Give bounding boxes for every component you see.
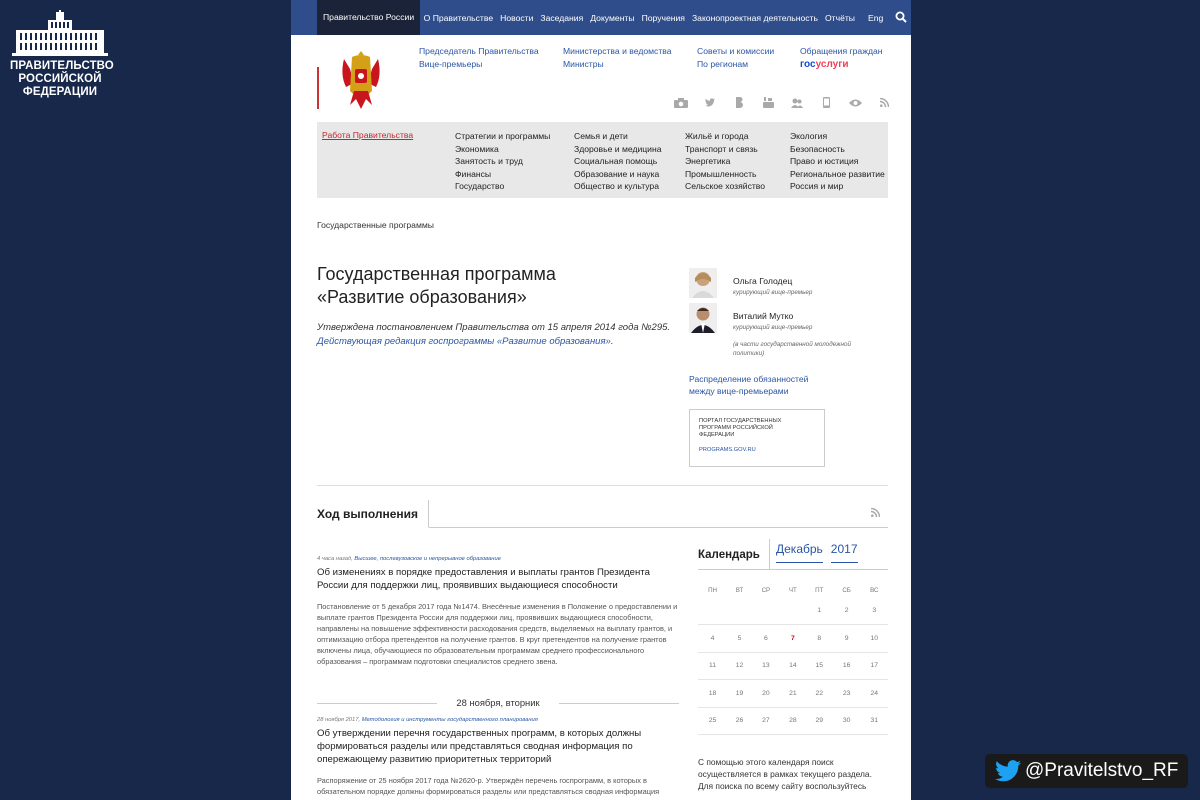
curator-golodets[interactable] <box>689 268 812 298</box>
top-navigation <box>291 0 911 35</box>
calendar-empty-cell <box>698 597 727 625</box>
calendar-day[interactable]: 19 <box>727 680 752 708</box>
calendar-day[interactable]: 1 <box>806 597 833 625</box>
calendar-day[interactable]: 18 <box>698 680 727 708</box>
calendar-day[interactable]: 26 <box>727 707 752 735</box>
rss-icon[interactable] <box>877 98 891 107</box>
topic-item[interactable]: Образование и наука <box>574 168 660 179</box>
progress-tabbar <box>317 500 888 528</box>
topic-item[interactable]: Занятость и труд <box>455 156 523 166</box>
curator-role: курирующий вице-премьер <box>733 289 813 296</box>
page-title: Государственная программа «Развитие образования» <box>317 264 556 307</box>
news-item <box>317 556 679 667</box>
breadcrumb[interactable]: Государственные программы <box>317 220 434 230</box>
news-text: Распоряжение от 25 ноября 2017 года №2620-р. Утверждён перечень госпрограмм, в которых в обязательном порядке должны формироваться разделы или представляться сводная информация <box>317 776 660 796</box>
news-time: 4 часа назад, <box>317 556 355 562</box>
tab-progress[interactable]: Ход выполнения <box>317 500 429 528</box>
calendar-week-row <box>698 707 888 735</box>
calendar-help-text: С помощью этого календаря поиск осуществляется в рамках текущего раздела. Для поиска по всему сайту воспользуйтесь <box>698 757 872 791</box>
program-approval <box>317 321 677 349</box>
topic-item[interactable]: Социальная помощь <box>574 156 658 166</box>
logo-text-line1: ПРАВИТЕЛЬСТВО <box>10 60 114 72</box>
twitter-handle: @Pravitelstvo_RF <box>1025 760 1179 781</box>
news-meta <box>317 556 679 562</box>
calendar-day[interactable]: 28 <box>780 707 806 735</box>
calendar-week-row <box>698 625 888 653</box>
calendar-day[interactable]: 15 <box>806 652 833 680</box>
calendar-day[interactable]: 16 <box>833 652 861 680</box>
weekday-label: ЧТ <box>788 586 797 594</box>
youtube-icon[interactable] <box>761 97 775 108</box>
twitter-icon[interactable] <box>703 98 717 107</box>
calendar-day[interactable]: 13 <box>752 652 780 680</box>
news-category[interactable]: Высшее, послевузовское и непрерывное образование <box>354 556 501 562</box>
topic-item[interactable]: Жильё и города <box>685 131 749 141</box>
calendar-day[interactable]: 23 <box>833 680 861 708</box>
calendar-day[interactable]: 11 <box>698 652 727 680</box>
link-ministries[interactable]: Министерства и ведомства <box>563 46 672 56</box>
topic-item[interactable]: Общество и культура <box>574 181 659 191</box>
twitter-bird-icon <box>995 760 1021 782</box>
social-links <box>674 97 891 108</box>
calendar-day[interactable]: 9 <box>833 625 861 653</box>
calendar-empty-cell <box>752 597 780 625</box>
calendar-month-select[interactable]: Декабрь <box>776 542 823 563</box>
divider <box>317 485 888 486</box>
nav-item-about[interactable]: О Правительстве <box>423 12 494 23</box>
calendar-day[interactable]: 14 <box>780 652 806 680</box>
calendar-grid <box>698 583 888 735</box>
calendar-week-row <box>698 680 888 708</box>
calendar-day[interactable]: 4 <box>698 625 727 653</box>
gosuslugi-part1: гос <box>800 59 816 70</box>
nav-item-legislation[interactable]: Законопроектная деятельность <box>691 12 818 23</box>
government-logo[interactable] <box>10 10 114 99</box>
topic-item[interactable]: Финансы <box>455 168 492 179</box>
topic-item[interactable]: Промышленность <box>685 168 757 179</box>
current-edition-suffix: . <box>610 336 614 347</box>
portal-line1: ПОРТАЛ ГОСУДАРСТВЕННЫХ <box>699 418 782 424</box>
camera-icon[interactable] <box>674 98 688 108</box>
weekday-row <box>698 583 888 597</box>
logo-text-line2: РОССИЙСКОЙ <box>18 73 102 85</box>
calendar-empty-cell <box>780 597 806 625</box>
topics-menu <box>317 122 888 198</box>
day-separator-label: 28 ноября, вторник <box>456 697 540 708</box>
weekday-label: СР <box>761 586 771 594</box>
calendar-day[interactable]: 30 <box>833 707 861 735</box>
nav-item-english[interactable]: Eng <box>867 12 884 23</box>
topic-item[interactable]: Стратегии и программы <box>455 131 551 141</box>
news-category[interactable]: Методология и инструменты государственного планирования <box>361 717 538 723</box>
portal-line3: ФЕДЕРАЦИИ <box>699 432 735 438</box>
portal-line2: ПРОГРАММ РОССИЙСКОЙ <box>699 425 773 431</box>
calendar-day[interactable]: 21 <box>780 680 806 708</box>
topic-item[interactable]: Транспорт и связь <box>685 143 758 154</box>
site-header <box>291 35 911 122</box>
white-house-icon <box>12 10 108 56</box>
distribution-link-line1: Распределение обязанностей <box>689 374 809 384</box>
nav-item-news[interactable]: Новости <box>500 12 534 23</box>
topic-item[interactable]: Экономика <box>455 143 499 154</box>
rss-icon[interactable] <box>871 508 880 519</box>
topic-item[interactable]: Здоровье и медицина <box>574 143 662 154</box>
weekday-label: ВС <box>870 586 879 594</box>
curator-name: Виталий Мутко <box>733 311 794 321</box>
avatar <box>689 303 717 333</box>
logo-text-line3: ФЕДЕРАЦИИ <box>22 86 98 98</box>
gosuslugi-part2: услуги <box>815 59 849 70</box>
distribution-link-line2: между вице-премьерами <box>689 386 789 396</box>
topic-item[interactable]: Сельское хозяйство <box>685 181 766 191</box>
nav-item-reports[interactable]: Отчёты <box>824 12 855 23</box>
link-vice-premiers[interactable]: Вице-премьеры <box>419 59 483 69</box>
news-title[interactable]: Об утверждении перечня государственных программ, в которых должны формироваться разделы или представляться сводная информация по опережающему развитию приоритетных территорий <box>317 728 642 765</box>
calendar-day[interactable]: 20 <box>752 680 780 708</box>
topic-item[interactable]: Энергетика <box>685 156 731 166</box>
calendar-day[interactable]: 25 <box>698 707 727 735</box>
calendar-label: Календарь <box>698 539 770 569</box>
calendar-day[interactable]: 27 <box>752 707 780 735</box>
calendar-day[interactable]: 8 <box>806 625 833 653</box>
curator-name: Ольга Голодец <box>733 276 793 286</box>
calendar-day[interactable]: 17 <box>861 652 888 680</box>
topic-item[interactable]: Региональное развитие <box>790 168 885 179</box>
calendar-day[interactable]: 10 <box>861 625 888 653</box>
programs-portal-banner[interactable] <box>689 409 825 467</box>
nav-item-documents[interactable]: Документы <box>590 12 635 23</box>
news-text: Постановление от 5 декабря 2017 года №1474. Внесённые изменения в Положение о предоставлении и выплате грантов Президента России для поддержки лиц, проявивших выдающиеся способности, направлены на повышение эффективности расходования средств, выделяемых на выплату грантов, и оптимизацию отбора претендентов на получение грантов. В круг претендентов на получение грантов включены лица, обучающиеся по образовательным программам среднего профессионального образования – программам подготовки специалистов среднего звена. <box>317 602 678 666</box>
link-citizen-appeals[interactable]: Обращения граждан <box>800 46 883 56</box>
topic-government-work[interactable]: Работа Правительства <box>322 130 414 140</box>
current-edition-link[interactable]: Действующая редакция госпрограммы «Развитие образования» <box>317 336 611 347</box>
topic-item[interactable]: Семья и дети <box>574 131 628 141</box>
calendar-day[interactable]: 22 <box>806 680 833 708</box>
calendar-day[interactable]: 31 <box>861 707 888 735</box>
mobile-icon[interactable] <box>819 97 833 108</box>
curator-role: курирующий вице-премьер <box>733 324 813 331</box>
calendar-day[interactable]: 3 <box>861 597 888 625</box>
topic-item[interactable]: Государство <box>455 181 505 191</box>
calendar-day[interactable]: 5 <box>727 625 752 653</box>
calendar-day[interactable]: 6 <box>752 625 780 653</box>
link-chairman[interactable]: Председатель Правительства <box>419 46 539 56</box>
approval-text: Утверждена постановлением Правительства от 15 апреля 2014 года №295. <box>317 322 671 333</box>
calendar-day[interactable]: 29 <box>806 707 833 735</box>
accent-bar <box>317 67 319 109</box>
news-time: 28 ноября 2017, <box>317 717 362 723</box>
nav-item-meetings[interactable]: Заседания <box>540 12 584 23</box>
curator-mutko[interactable] <box>689 303 863 358</box>
weekday-label: ПТ <box>815 586 824 594</box>
people-icon[interactable] <box>790 98 804 108</box>
news-title[interactable]: Об изменениях в порядке предоставления и выплаты грантов Президента России для поддержки лиц, проявивших выдающиеся способности <box>317 567 650 591</box>
calendar-day-today[interactable]: 7 <box>780 625 806 653</box>
news-item <box>317 717 679 797</box>
search-icon[interactable] <box>895 11 907 25</box>
calendar-header <box>698 540 888 570</box>
calendar-day[interactable]: 12 <box>727 652 752 680</box>
twitter-badge <box>985 754 1188 788</box>
topic-item[interactable]: Безопасность <box>790 143 845 154</box>
day-separator <box>317 696 679 710</box>
weekday-label: ВТ <box>735 586 744 594</box>
avatar <box>689 268 717 298</box>
topic-item[interactable]: Россия и мир <box>790 181 844 191</box>
distribution-link[interactable] <box>689 373 808 397</box>
calendar-week-row <box>698 597 888 625</box>
calendar-week-row <box>698 652 888 680</box>
topic-item[interactable]: Экология <box>790 131 828 141</box>
calendar-empty-cell <box>727 597 752 625</box>
coat-of-arms-icon[interactable] <box>338 47 384 113</box>
portal-url: PROGRAMS.GOV.RU <box>699 447 756 453</box>
weekday-label: ПН <box>708 586 718 594</box>
link-regions[interactable]: По регионам <box>697 59 749 69</box>
nav-item-orders[interactable]: Поручения <box>641 12 685 23</box>
curator-note: (в части государственной молодежной политики) <box>733 341 851 357</box>
calendar <box>698 540 888 792</box>
calendar-year-select[interactable]: 2017 <box>831 542 858 563</box>
link-ministers[interactable]: Министры <box>563 59 604 69</box>
topic-item[interactable]: Право и юстиция <box>790 156 859 166</box>
gosuslugi-logo[interactable] <box>800 58 883 71</box>
link-councils[interactable]: Советы и комиссии <box>697 46 775 56</box>
vk-icon[interactable] <box>732 97 746 108</box>
nav-item-government[interactable]: Правительство России <box>317 0 420 35</box>
calendar-day[interactable]: 24 <box>861 680 888 708</box>
news-meta <box>317 717 679 723</box>
weekday-label: СБ <box>842 586 851 594</box>
eye-icon[interactable] <box>848 99 862 107</box>
page-panel <box>291 0 911 800</box>
calendar-day[interactable]: 2 <box>833 597 861 625</box>
